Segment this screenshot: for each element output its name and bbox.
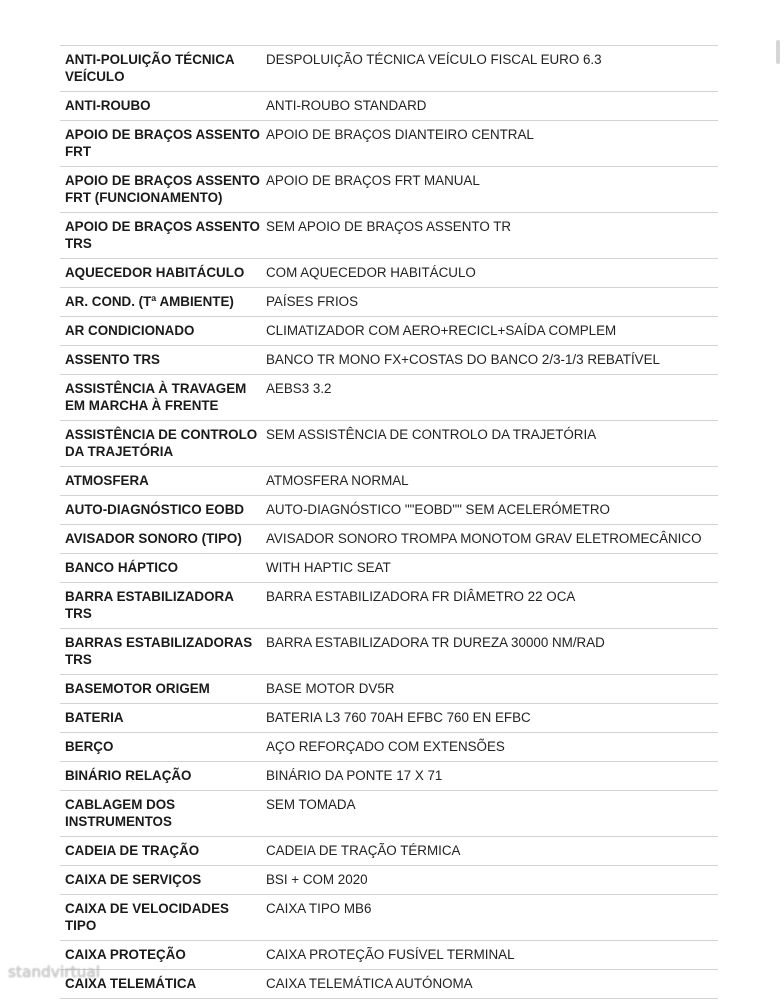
spec-value: ATMOSFERA NORMAL	[266, 467, 718, 496]
spec-value: CAIXA TELEMÁTICA AUTÓNOMA	[266, 970, 718, 999]
spec-key: BARRA ESTABILIZADORA TRS	[60, 583, 266, 629]
table-row	[60, 525, 718, 554]
spec-key: CADEIA DE TRAÇÃO	[60, 837, 266, 866]
spec-key: ANTI-POLUIÇÃO TÉCNICA VEÍCULO	[60, 46, 266, 92]
table-row	[60, 167, 718, 213]
watermark-logo: standvirtual	[8, 963, 101, 981]
spec-table-body	[60, 46, 718, 999]
spec-value: PAÍSES FRIOS	[266, 288, 718, 317]
table-row	[60, 675, 718, 704]
table-row	[60, 92, 718, 121]
table-row	[60, 554, 718, 583]
spec-key: BATERIA	[60, 704, 266, 733]
spec-value: BINÁRIO DA PONTE 17 X 71	[266, 762, 718, 791]
spec-value: COM AQUECEDOR HABITÁCULO	[266, 259, 718, 288]
spec-key: AVISADOR SONORO (TIPO)	[60, 525, 266, 554]
spec-key: BARRAS ESTABILIZADORAS TRS	[60, 629, 266, 675]
spec-value: ANTI-ROUBO STANDARD	[266, 92, 718, 121]
spec-value: SEM APOIO DE BRAÇOS ASSENTO TR	[266, 213, 718, 259]
spec-key: CAIXA DE VELOCIDADES TIPO	[60, 895, 266, 941]
spec-key: AUTO-DIAGNÓSTICO EOBD	[60, 496, 266, 525]
spec-key: ANTI-ROUBO	[60, 92, 266, 121]
table-row	[60, 791, 718, 837]
spec-key: AQUECEDOR HABITÁCULO	[60, 259, 266, 288]
spec-value: AEBS3 3.2	[266, 375, 718, 421]
spec-key: AR CONDICIONADO	[60, 317, 266, 346]
spec-key: BANCO HÁPTICO	[60, 554, 266, 583]
spec-value: BANCO TR MONO FX+COSTAS DO BANCO 2/3-1/3 REBATÍVEL	[266, 346, 718, 375]
table-row	[60, 866, 718, 895]
spec-key: BASEMOTOR ORIGEM	[60, 675, 266, 704]
spec-key: ASSISTÊNCIA DE CONTROLO DA TRAJETÓRIA	[60, 421, 266, 467]
spec-key: APOIO DE BRAÇOS ASSENTO FRT (FUNCIONAMENTO)	[60, 167, 266, 213]
spec-key: CABLAGEM DOS INSTRUMENTOS	[60, 791, 266, 837]
table-row	[60, 346, 718, 375]
table-row	[60, 733, 718, 762]
table-row	[60, 895, 718, 941]
table-row	[60, 837, 718, 866]
spec-key: BINÁRIO RELAÇÃO	[60, 762, 266, 791]
spec-value: BARRA ESTABILIZADORA FR DIÂMETRO 22 OCA	[266, 583, 718, 629]
table-row	[60, 629, 718, 675]
spec-table	[60, 45, 718, 999]
table-row	[60, 970, 718, 999]
spec-key: CAIXA DE SERVIÇOS	[60, 866, 266, 895]
spec-key: ASSISTÊNCIA À TRAVAGEM EM MARCHA À FRENTE	[60, 375, 266, 421]
spec-value: AUTO-DIAGNÓSTICO ""EOBD"" SEM ACELERÓMETRO	[266, 496, 718, 525]
spec-value: CAIXA PROTEÇÃO FUSÍVEL TERMINAL	[266, 941, 718, 970]
spec-key: AR. COND. (Tª AMBIENTE)	[60, 288, 266, 317]
spec-value: CAIXA TIPO MB6	[266, 895, 718, 941]
table-row	[60, 46, 718, 92]
table-row	[60, 259, 718, 288]
spec-key: CAIXA TELEMÁTICA	[60, 970, 266, 999]
spec-key: ASSENTO TRS	[60, 346, 266, 375]
table-row	[60, 762, 718, 791]
spec-value: CLIMATIZADOR COM AERO+RECICL+SAÍDA COMPLEM	[266, 317, 718, 346]
spec-value: AÇO REFORÇADO COM EXTENSÕES	[266, 733, 718, 762]
spec-key: APOIO DE BRAÇOS ASSENTO TRS	[60, 213, 266, 259]
spec-value: SEM ASSISTÊNCIA DE CONTROLO DA TRAJETÓRIA	[266, 421, 718, 467]
table-row	[60, 213, 718, 259]
scrollbar-thumb[interactable]	[776, 40, 780, 64]
table-row	[60, 496, 718, 525]
spec-value: BARRA ESTABILIZADORA TR DUREZA 30000 NM/RAD	[266, 629, 718, 675]
spec-value: DESPOLUIÇÃO TÉCNICA VEÍCULO FISCAL EURO 6.3	[266, 46, 718, 92]
spec-value: WITH HAPTIC SEAT	[266, 554, 718, 583]
table-row	[60, 467, 718, 496]
spec-value: BASE MOTOR DV5R	[266, 675, 718, 704]
spec-value: BSI + COM 2020	[266, 866, 718, 895]
table-row	[60, 317, 718, 346]
table-row	[60, 704, 718, 733]
spec-value: CADEIA DE TRAÇÃO TÉRMICA	[266, 837, 718, 866]
spec-value: AVISADOR SONORO TROMPA MONOTOM GRAV ELETROMECÂNICO	[266, 525, 718, 554]
spec-key: ATMOSFERA	[60, 467, 266, 496]
spec-key: BERÇO	[60, 733, 266, 762]
table-row	[60, 583, 718, 629]
table-row	[60, 421, 718, 467]
spec-key: APOIO DE BRAÇOS ASSENTO FRT	[60, 121, 266, 167]
spec-value: APOIO DE BRAÇOS FRT MANUAL	[266, 167, 718, 213]
table-row	[60, 375, 718, 421]
spec-value: BATERIA L3 760 70AH EFBC 760 EN EFBC	[266, 704, 718, 733]
spec-value: APOIO DE BRAÇOS DIANTEIRO CENTRAL	[266, 121, 718, 167]
spec-key: CAIXA PROTEÇÃO	[60, 941, 266, 970]
table-row	[60, 121, 718, 167]
spec-value: SEM TOMADA	[266, 791, 718, 837]
table-row	[60, 941, 718, 970]
table-row	[60, 288, 718, 317]
